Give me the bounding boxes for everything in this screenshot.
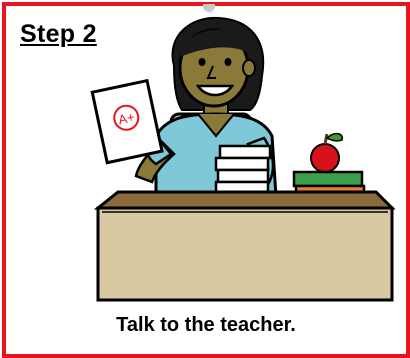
paper-grade: A+ (116, 109, 136, 128)
caption: Talk to the teacher. (116, 314, 296, 336)
desk-front (98, 208, 392, 300)
teacher-illustration (6, 6, 406, 354)
step-label: Step 2 (20, 20, 97, 48)
desk-top (98, 192, 392, 208)
graded-paper (92, 81, 162, 163)
step-card (2, 2, 410, 358)
paper-stack (216, 146, 270, 194)
apple (311, 134, 342, 172)
